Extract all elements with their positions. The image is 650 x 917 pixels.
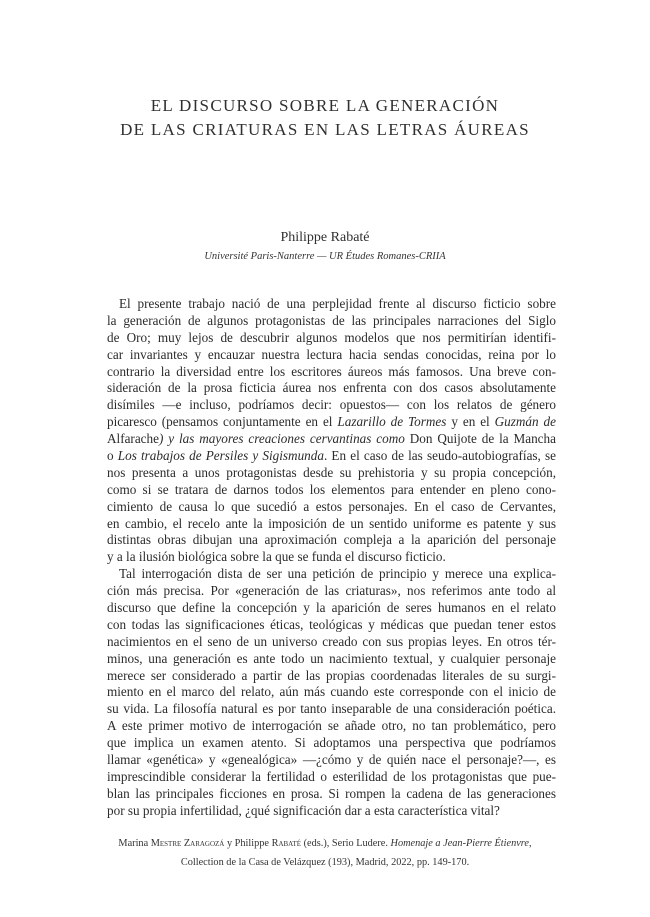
chapter-title-line-2: DE LAS CRIATURAS EN LAS LETRAS ÁUREAS xyxy=(120,120,530,139)
text-line: sideración de la prosa ficticia áurea nos enfrenta con dos casos absolutamente xyxy=(107,380,556,396)
citation-line-2: Collection de la Casa de Velázquez (193), Madrid, 2022, pp. 149-170. xyxy=(180,857,470,868)
text-segment: y en el xyxy=(446,414,495,430)
text-segment: picaresco (pensamos conjuntamente en el xyxy=(107,414,338,430)
citation-editor-first: Marina xyxy=(118,838,151,849)
text-line: contrario la diversidad entre los escritores áureos más famosos. Una breve con- xyxy=(107,363,556,379)
text-line: disímiles —e incluso, podríamos decir: opuestos— con los relatos de género xyxy=(107,397,556,413)
text-line: ción más precisa. Por «generación de las criaturas», nos referimos ante todo al xyxy=(107,583,556,599)
text-line: Tal interrogación dista de ser una petición de principio y merece una explica- xyxy=(119,566,556,582)
text-line: A este primer motivo de interrogación se añade otro, no tan problemático, pero xyxy=(107,718,556,734)
text-line xyxy=(107,448,556,465)
author-name: Philippe Rabaté xyxy=(280,230,370,245)
work-title: ) y las mayores creaciones cervantinas como xyxy=(158,431,410,447)
text-line: en cambio, el recelo ante la imposición de un sentido uniforme es patente y sus xyxy=(107,515,556,531)
text-line: como si se tratara de darnos todos los elementos para entender en pleno cono- xyxy=(107,481,556,497)
paragraph-1 xyxy=(107,296,556,566)
text-line: El presente trabajo nació de una perplejidad frente al discurso ficticio sobre xyxy=(119,296,556,311)
work-title: Los trabajos de Persiles y Sigismunda xyxy=(117,448,324,464)
text-line: la generación de algunos protagonistas de las principales narraciones del Siglo xyxy=(107,312,556,328)
text-line: discurso que define la concepción y la aparición de seres humanos en el relato xyxy=(107,600,556,616)
citation-line-1 xyxy=(0,838,650,849)
work-title: Lazarillo de Tormes xyxy=(337,414,447,430)
text-line: y a la ilusión biológica sobre la que se funda el discurso ficticio. xyxy=(107,549,446,565)
text-line: car invariantes y encauzar nuestra lectura hacia sendas conocidas, reina por lo xyxy=(107,346,556,362)
text-line: nos presenta a unos protagonistas desde su prehistoria y su propia concepción, xyxy=(107,464,556,480)
text-segment: o xyxy=(107,448,118,464)
text-line: de Oro; muy lejos de descubrir algunos modelos que nos permitirían identifi- xyxy=(107,329,556,345)
work-title: Guzmán de xyxy=(494,414,556,430)
citation-comma: , xyxy=(529,838,532,849)
text-line: distintas obras dibujan una aproximación compleja a la aparición del personaje xyxy=(107,532,556,548)
text-line: que implica un examen atento. Si adoptamos una perspectiva que podríamos xyxy=(107,735,556,751)
author-affiliation: Université Paris-Nanterre — UR Études Romanes-CRIIA xyxy=(204,251,446,262)
text-line xyxy=(107,431,556,448)
chapter-title-line-1: EL DISCURSO SOBRE LA GENERACIÓN xyxy=(150,96,500,115)
text-line xyxy=(107,414,556,431)
citation-editor-surname-2: Rabaté xyxy=(271,838,302,849)
text-line: miento en el marco del relato, aún más cuando este corresponde con el inicio de xyxy=(107,684,556,700)
text-line: blan las principales ficciones en prosa. Si rompen la cadena de las generaciones xyxy=(107,785,556,801)
text-line: cimiento de causa lo que sucedió a estos personajes. En el caso de Cervantes, xyxy=(107,498,556,514)
citation-book-title: Homenaje a Jean-Pierre Étienvre xyxy=(390,838,529,849)
text-line: su vida. La filosofía natural es por tanto inseparable de una consideración poética. xyxy=(107,701,556,717)
text-line: nacimientos en el seno de un universo creado con sus propias leyes. En otros tér- xyxy=(107,633,556,649)
text-line: imprescindible considerar la fertilidad o esterilidad de los protagonistas que pue- xyxy=(107,768,556,784)
text-line: por su propia infertilidad, ¿qué significación dar a esta característica vital? xyxy=(107,802,500,818)
text-line: llamar «genética» y «genealógica» —¿cómo y de quién nace el personaje?—, es xyxy=(107,752,556,768)
citation-series: (eds.), Serio Ludere. xyxy=(301,838,391,849)
text-segment: . En el caso de las seudo-autobiografías, se xyxy=(323,448,557,464)
paragraph-2 xyxy=(107,566,556,819)
body-text xyxy=(107,296,556,820)
text-segment: Don Quijote de la Mancha xyxy=(409,431,556,447)
text-segment: Alfarache xyxy=(107,431,159,447)
text-line: con todas las significaciones éticas, teológicas y médicas que puedan tener estos xyxy=(107,616,556,632)
citation-editor-surname-1: Mestre Zaragozá xyxy=(150,838,225,849)
text-line: minos, una generación es ante todo un nacimiento textual, y cualquier personaje xyxy=(107,650,556,666)
citation-connector: y Philippe xyxy=(224,838,272,849)
text-line: merece ser considerado a partir de las propias coordenadas literales de su surgi- xyxy=(107,667,556,683)
